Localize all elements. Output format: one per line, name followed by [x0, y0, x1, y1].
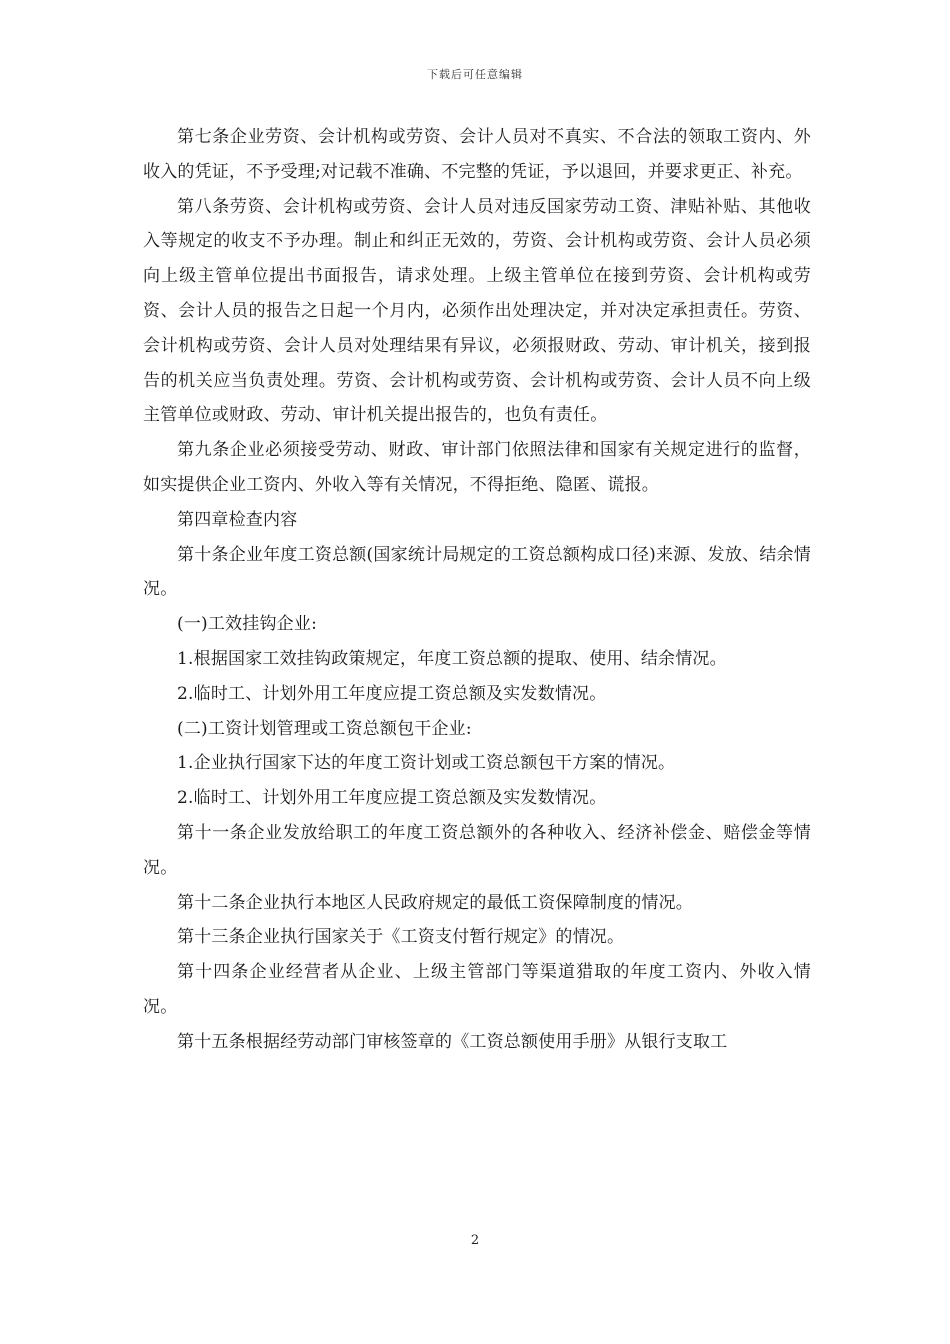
paragraph-article-12: 第十二条企业执行本地区人民政府规定的最低工资保障制度的情况。	[177, 892, 693, 913]
list-heading-2: (二)工资计划管理或工资总额包干企业:	[177, 718, 472, 739]
paragraph-article-9: 第九条企业必须接受劳动、财政、审计部门依照法律和国家有关规定进行的监督，如实提供企业工资内、外收入等有关情况，不得拒绝、隐匿、谎报。	[143, 440, 811, 495]
document-body	[143, 120, 811, 1060]
paragraph-article-7: 第七条企业劳资、会计机构或劳资、会计人员对不真实、不合法的领取工资内、外收入的凭证，不予受理;对记载不准确、不完整的凭证，予以退回，并要求更正、补充。	[143, 127, 811, 182]
paragraph-article-11: 第十一条企业发放给职工的年度工资总额外的各种收入、经济补偿金、赔偿金等情况。	[143, 822, 811, 878]
page-header: 下载后可任意编辑	[427, 68, 523, 81]
paragraph-article-13: 第十三条企业执行国家关于《工资支付暂行规定》的情况。	[177, 927, 625, 948]
paragraph-article-8: 第八条劳资、会计机构或劳资、会计人员对违反国家劳动工资、津贴补贴、其他收入等规定的收支不予办理。制止和纠正无效的，劳资、会计机构或劳资、会计人员必须向上级主管单位提出书面报告，请求处理。上级主管单位在接到劳资、会计机构或劳资、会计人员的报告之日起一个月内，必须作出处理决定，并对决定承担责任。劳资、会计机构或劳资、会计人员对处理结果有异议，必须报财政、劳动、审计机关，接到报告的机关应当负责处理。劳资、会计机构或劳资、会计机构或劳资、会计人员不向上级主管单位或财政、劳动、审计机关提出报告的，也负有责任。	[143, 196, 811, 426]
list-item: 1.企业执行国家下达的年度工资计划或工资总额包干方案的情况。	[177, 753, 676, 774]
paragraph-article-14: 第十四条企业经营者从企业、上级主管部门等渠道猎取的年度工资内、外收入情况。	[143, 962, 811, 1017]
list-item: 1.根据国家工效挂钩政策规定，年度工资总额的提取、使用、结余情况。	[177, 648, 727, 669]
page-number: 2	[470, 1233, 480, 1248]
list-item: 2.临时工、计划外用工年度应提工资总额及实发数情况。	[177, 683, 607, 704]
list-heading-1: (一)工效挂钩企业:	[177, 614, 317, 635]
list-item: 2.临时工、计划外用工年度应提工资总额及实发数情况。	[177, 788, 607, 809]
paragraph-article-15: 第十五条根据经劳动部门审核签章的《工资总额使用手册》从银行支取工	[177, 1031, 728, 1052]
paragraph-article-10: 第十条企业年度工资总额(国家统计局规定的工资总额构成口径)来源、发放、结余情况。	[143, 544, 811, 600]
chapter-heading: 第四章检查内容	[177, 509, 298, 530]
